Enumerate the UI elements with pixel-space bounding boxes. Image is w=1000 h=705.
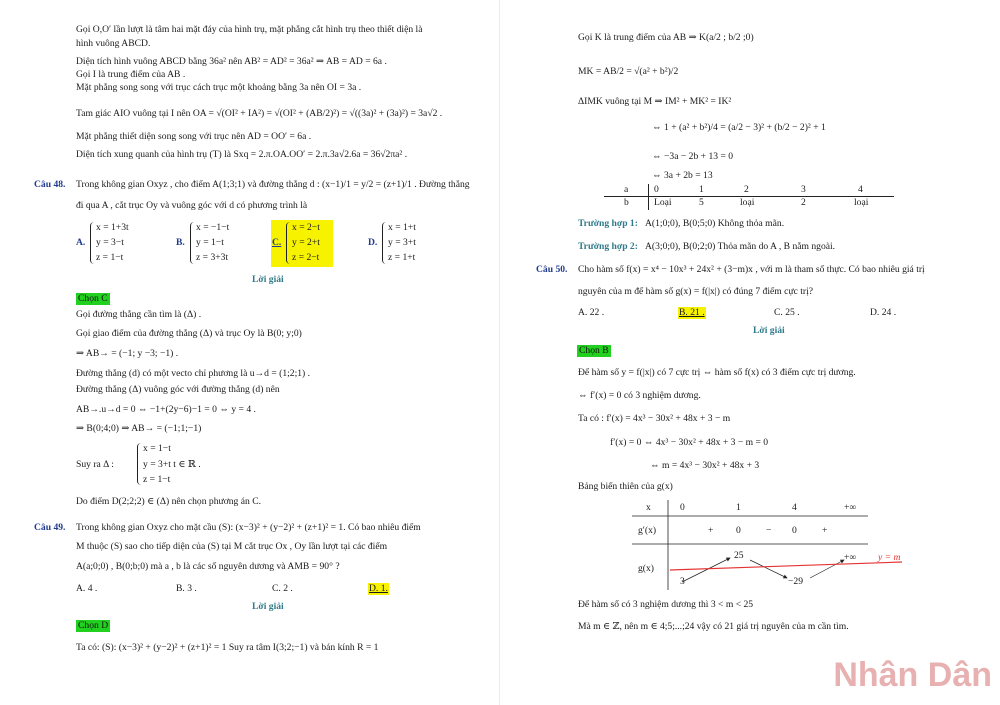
q49-option-c[interactable]: C. 2 . bbox=[272, 583, 293, 594]
intro-line-3: Diện tích hình vuông ABCD bằng 36a² nên AB² = AD² = 36a² ⇒ AB = AD = 6a . bbox=[76, 56, 387, 67]
q48-sol-4: Đường thẳng (d) có một vecto chỉ phương là u→d = (1;2;1) . bbox=[76, 368, 311, 379]
r-top-1: Gọi K là trung điểm của AB ⇒ K(a/2 ; b/2 ;0) bbox=[578, 32, 754, 43]
bbt-g-neg29: −29 bbox=[788, 576, 804, 587]
ab-table bbox=[604, 184, 894, 210]
ab-row-0: Loại bbox=[654, 197, 672, 208]
brace bbox=[137, 443, 142, 485]
bbt-x-inf: +∞ bbox=[844, 502, 857, 513]
q49-option-d[interactable]: D. 1. bbox=[369, 583, 388, 594]
q48-d-eq-1: x = 1+t bbox=[388, 222, 416, 233]
q48-b-eq-3: z = 3+3t bbox=[196, 252, 229, 263]
q50-answer-badge: Chọn B bbox=[579, 345, 609, 356]
right-column bbox=[500, 0, 1000, 705]
q48-a-eq-2: y = 3−t bbox=[96, 237, 124, 248]
ab-row-b: b bbox=[624, 197, 629, 208]
bbt-g-25: 25 bbox=[734, 550, 744, 561]
case-2-label: Trường hợp 2: bbox=[578, 241, 638, 252]
r-top-2: MK = AB/2 = √(a² + b²)/2 bbox=[578, 66, 679, 77]
ab-head-0: 0 bbox=[654, 184, 659, 195]
q50-sol-4: f′(x) = 0 ⇔ 4x³ − 30x² + 48x + 3 − m = 0 bbox=[610, 437, 769, 448]
q48-a-eq-1: x = 1+3t bbox=[96, 222, 129, 233]
case-1-label: Trường hợp 1: bbox=[578, 218, 638, 229]
intro-line-4: Gọi I là trung điểm của AB . bbox=[76, 69, 186, 80]
q48-result-2: y = 3+t t ∈ ℝ . bbox=[143, 459, 201, 470]
q48-d-eq-2: y = 3+t bbox=[388, 237, 416, 248]
ab-row-3: 2 bbox=[801, 197, 806, 208]
q48-c-eq-3: z = 2−t bbox=[292, 252, 320, 263]
q48-option-b-label: B. bbox=[176, 237, 185, 248]
ab-row-4: loại bbox=[854, 197, 869, 208]
variation-table bbox=[632, 500, 912, 590]
ab-head-2: 2 bbox=[744, 184, 749, 195]
intro-line-8: Diện tích xung quanh của hình trụ (T) là Sxq = 2.π.OA.OO′ = 2.π.3a√2.6a = 36√2πa² . bbox=[76, 149, 408, 160]
q50-label: Câu 50. bbox=[536, 264, 568, 275]
q49-text-2: M thuộc (S) sao cho tiếp diện của (S) tại M cắt trục Ox , Oy lần lượt tại các điểm bbox=[76, 541, 388, 552]
q49-label: Câu 49. bbox=[34, 522, 66, 533]
q49-option-b[interactable]: B. 3 . bbox=[176, 583, 197, 594]
q50-conclusion-2: Mà m ∈ ℤ, nên m ∈ 4;5;...;24 vậy có 21 giá trị nguyên của m cần tìm. bbox=[578, 621, 849, 632]
r-top-4: ⇔ 1 + (a² + b²)/4 = (a/2 − 3)² + (b/2 − 2)² + 1 bbox=[652, 122, 826, 133]
brace bbox=[382, 222, 387, 264]
bbt-sign-2: 0 bbox=[736, 525, 741, 536]
q48-c-eq-1: x = 2−t bbox=[292, 222, 320, 233]
intro-line-1: Gọi O,O′ lần lượt là tâm hai mặt đáy của hình trụ, mặt phẳng cắt hình trụ theo thiết diện là bbox=[76, 24, 423, 35]
bbt-x-label: x bbox=[646, 502, 651, 513]
variation-table-graphic bbox=[632, 500, 912, 590]
intro-line-2: hình vuông ABCD. bbox=[76, 38, 151, 49]
bbt-gp-label: g′(x) bbox=[638, 525, 657, 536]
q49-sol: Ta có: (S): (x−3)² + (y−2)² + (z+1)² = 1 Suy ra tâm I(3;2;−1) và bán kính R = 1 bbox=[76, 642, 379, 653]
q48-option-a-label: A. bbox=[76, 237, 86, 248]
q48-text-1: Trong không gian Oxyz , cho điểm A(1;3;1) và đường thẳng d : (x−1)/1 = y/2 = (z+1)/1 . Đường thẳng bbox=[76, 179, 470, 190]
brace bbox=[90, 222, 95, 264]
q50-sol-3: Ta có : f′(x) = 4x³ − 30x² + 48x + 3 − m bbox=[578, 413, 731, 424]
r-top-6: ⇔ 3a + 2b = 13 bbox=[652, 170, 713, 181]
q48-result-3: z = 1−t bbox=[143, 474, 171, 485]
q48-answer-badge: Chọn C bbox=[78, 293, 108, 304]
brace bbox=[286, 222, 291, 264]
bbt-x-4: 4 bbox=[792, 502, 797, 513]
q48-option-d-label: D. bbox=[368, 237, 378, 248]
watermark-logo: Nhân Dân bbox=[833, 656, 992, 694]
ab-head-a: a bbox=[624, 184, 629, 195]
q50-option-d[interactable]: D. 24 . bbox=[870, 307, 897, 318]
bbt-sign-5: + bbox=[822, 525, 828, 536]
q48-sol-6: AB→.u→d = 0 ⇔ −1+(2y−6)−1 = 0 ⇔ y = 4 . bbox=[76, 404, 256, 415]
bbt-x-1: 1 bbox=[736, 502, 741, 513]
q48-b-eq-1: x = −1−t bbox=[196, 222, 230, 233]
q50-conclusion-1: Để hàm số có 3 nghiệm dương thì 3 < m < 25 bbox=[578, 599, 754, 610]
q48-label: Câu 48. bbox=[34, 179, 66, 190]
q50-text-2: nguyên của m để hàm số g(x) = f(|x|) có đúng 7 điểm cực trị? bbox=[578, 286, 814, 297]
bbt-line-label: y = m bbox=[878, 552, 901, 563]
r-top-5: ⇔ −3a − 2b + 13 = 0 bbox=[652, 151, 734, 162]
q49-loi-giai: Lời giải bbox=[252, 601, 284, 612]
ab-head-3: 3 bbox=[801, 184, 806, 195]
q50-sol-2: ⇔ f′(x) = 0 có 3 nghiệm dương. bbox=[578, 390, 701, 401]
bbt-title: Bảng biến thiên của g(x) bbox=[578, 481, 673, 492]
bbt-sign-3: − bbox=[766, 525, 772, 536]
q50-option-a[interactable]: A. 22 . bbox=[578, 307, 605, 318]
q48-loi-giai: Lời giải bbox=[252, 274, 284, 285]
bbt-g-inf: +∞ bbox=[844, 552, 857, 563]
bbt-g-3: 3 bbox=[680, 576, 685, 587]
q48-d-eq-3: z = 1+t bbox=[388, 252, 416, 263]
q48-option-c-label: C. bbox=[272, 237, 282, 248]
r-top-3: ΔIMK vuông tại M ⇒ IM² + MK² = IK² bbox=[578, 96, 732, 107]
q48-sol-7: ⇒ B(0;4;0) ⇒ AB→ = (−1;1;−1) bbox=[76, 423, 202, 434]
q50-sol-5: ⇔ m = 4x³ − 30x² + 48x + 3 bbox=[650, 460, 760, 471]
q49-text-3: A(a;0;0) , B(0;b;0) mà a , b là các số nguyên dương và AMB = 90° ? bbox=[76, 561, 340, 572]
ab-table-vline bbox=[648, 184, 649, 210]
q48-sol-5: Đường thẳng (Δ) vuông góc với đường thẳng (d) nên bbox=[76, 384, 280, 395]
ab-head-1: 1 bbox=[699, 184, 704, 195]
q48-result-1: x = 1−t bbox=[143, 443, 171, 454]
q50-option-b[interactable]: B. 21 . bbox=[679, 307, 705, 318]
q48-a-eq-3: z = 1−t bbox=[96, 252, 124, 263]
q48-c-eq-2: y = 2+t bbox=[292, 237, 320, 248]
q48-suy-ra: Suy ra Δ : bbox=[76, 459, 114, 470]
q50-sol-1: Để hàm số y = f(|x|) có 7 cực trị ⇔ hàm số f(x) có 3 điểm cực trị dương. bbox=[578, 367, 856, 378]
q49-text-1: Trong không gian Oxyz cho mặt cầu (S): (x−3)² + (y−2)² + (z+1)² = 1. Có bao nhiêu điểm bbox=[76, 522, 421, 533]
q50-loi-giai: Lời giải bbox=[753, 325, 785, 336]
ab-row-1: 5 bbox=[699, 197, 704, 208]
q48-sol-2: Gọi giao điểm của đường thẳng (Δ) và trục Oy là B(0; y;0) bbox=[76, 328, 302, 339]
q49-answer-badge: Chọn D bbox=[78, 620, 109, 631]
bbt-sign-1: + bbox=[708, 525, 714, 536]
bbt-sign-4: 0 bbox=[792, 525, 797, 536]
ab-row-2: loại bbox=[740, 197, 755, 208]
q50-text-1: Cho hàm số f(x) = x⁴ − 10x³ + 24x² + (3−m)x , với m là tham số thực. Có bao nhiêu giá trị bbox=[578, 264, 925, 275]
q48-sol-1: Gọi đường thẳng cần tìm là (Δ) . bbox=[76, 309, 202, 320]
q48-sol-3: ⇒ AB→ = (−1; y −3; −1) . bbox=[76, 348, 179, 359]
case-1-text: A(1;0;0), B(0;5;0) Không thỏa mãn. bbox=[645, 218, 785, 229]
case-2-text: A(3;0;0), B(0;2;0) Thỏa mãn do A , B nằm ngoài. bbox=[645, 241, 836, 252]
intro-line-7: Mặt phẳng thiết diện song song với trục nên AD = OO′ = 6a . bbox=[76, 131, 312, 142]
q48-text-2: đi qua A , cắt trục Oy và vuông góc với d có phương trình là bbox=[76, 200, 308, 211]
bbt-g-label: g(x) bbox=[638, 563, 654, 574]
bbt-x-0: 0 bbox=[680, 502, 685, 513]
intro-line-5: Mặt phẳng song song với trục cách trục một khoảng bằng 3a nên OI = 3a . bbox=[76, 82, 362, 93]
brace bbox=[190, 222, 195, 264]
ab-head-4: 4 bbox=[858, 184, 863, 195]
q48-final: Do điểm D(2;2;2) ∈ (Δ) nên chọn phương án C. bbox=[76, 496, 262, 507]
q48-b-eq-2: y = 1−t bbox=[196, 237, 224, 248]
q50-option-c[interactable]: C. 25 . bbox=[774, 307, 800, 318]
intro-line-6: Tam giác AIO vuông tại I nên OA = √(OI² + IA²) = √(OI² + (AB/2)²) = √((3a)² + (3a)²) = 3a√2 . bbox=[76, 108, 443, 119]
q49-option-a[interactable]: A. 4 . bbox=[76, 583, 98, 594]
